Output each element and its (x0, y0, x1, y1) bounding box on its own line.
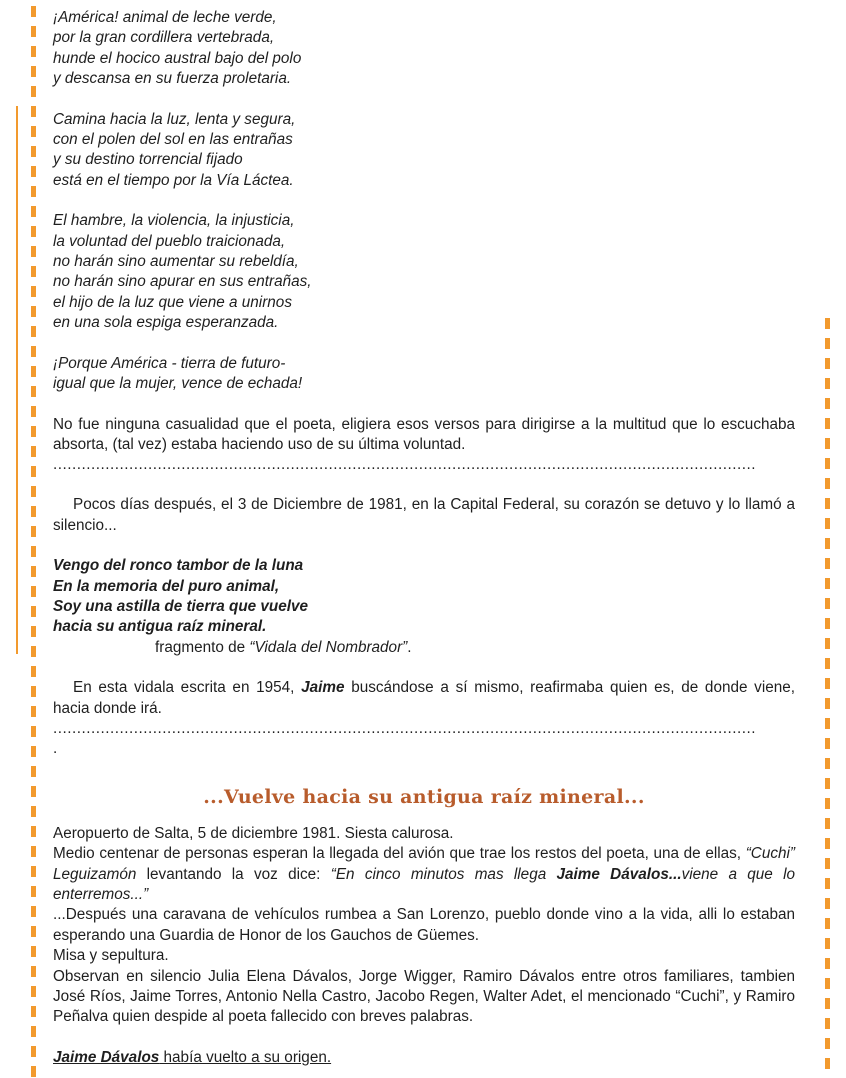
fragment-prefix: fragmento de (155, 638, 250, 656)
text: buscándose a sí mismo, reafirmaba quien es, de donde viene, hacia donde irá. (53, 679, 795, 717)
jaime-davalos-name: Jaime Dávalos... (556, 865, 682, 883)
verse: no harán sino apurar en sus entrañas, (53, 273, 312, 291)
verse: no harán sino aumentar su rebeldía, (53, 253, 299, 271)
poem-stanza-3 (53, 211, 795, 333)
section-heading: ...Vuelve hacia su antigua raíz mineral... (203, 786, 645, 809)
text: había vuelto a su origen. (159, 1048, 332, 1066)
verse: por la gran cordillera vertebrada, (53, 29, 275, 47)
verse: y descansa en su fuerza proletaria. (53, 70, 292, 88)
verse: En la memoria del puro animal, (53, 577, 280, 595)
verse: está en el tiempo por la Vía Láctea. (53, 171, 294, 189)
verse: ¡América! animal de leche verde, (53, 9, 277, 26)
verse: con el polen del sol en las entrañas (53, 131, 293, 149)
poem-stanza-4 (53, 354, 795, 395)
paragraph-pocos-dias: Pocos días después, el 3 de Diciembre de 1981, en la Capital Federal, su corazón se detuvo y lo llamó a silencio... (53, 496, 795, 534)
text: Medio centenar de personas esperan la llegada del avión que trae los restos del poeta, una de ellas, (53, 845, 746, 863)
verse: igual que la mujer, vence de echada! (53, 375, 303, 393)
quote-end: viene a que lo enterremos...” (53, 865, 796, 903)
verse: El hambre, la violencia, la injusticia, (53, 212, 295, 230)
fragment-title: “Vidala del Nombrador” (249, 638, 408, 656)
left-solid-border (16, 106, 18, 654)
paragraph-vidala-1954 (53, 678, 795, 719)
left-dashed-border (31, 6, 36, 1078)
fragment-credit (53, 638, 795, 658)
verse: Camina hacia la luz, lenta y segura, (53, 110, 296, 128)
verse: el hijo de la luz que viene a unirnos (53, 293, 292, 311)
story-line-1: Aeropuerto de Salta, 5 de diciembre 1981. Siesta calurosa. (53, 824, 454, 842)
verse: en una sola espiga esperanzada. (53, 314, 279, 332)
story-line-3: ...Después una caravana de vehículos rumbea a San Lorenzo, pueblo donde vino a la vida, alli lo estaban esperando una Guardia de Honor de los Gauchos de Güemes. (53, 906, 795, 944)
verse: Soy una astilla de tierra que vuelve (53, 597, 309, 615)
verse: hacia su antigua raíz mineral. (53, 618, 267, 636)
dotted-separator-tail: . (53, 739, 58, 757)
verse: hunde el hocico austral bajo del polo (53, 49, 302, 67)
story-block (53, 824, 795, 1068)
closing-line (53, 1048, 795, 1068)
story-line-4: Misa y sepultura. (53, 947, 169, 965)
poem-stanza-1 (53, 8, 795, 90)
page-content (53, 8, 795, 1068)
story-line-5: Observan en silencio Julia Elena Dávalos, Jorge Wigger, Ramiro Dávalos entre otros familiares, tambien José Ríos, Jaime Torres, Antonio Nella Castro, Jacobo Regen, Walter Adet, el mencionado “Cuchi”, y Ramiro Peñalva quien despide al poeta fallecido con breves palabras. (53, 967, 795, 1026)
name-jaime: Jaime (301, 679, 345, 697)
verse: ¡Porque América - tierra de futuro- (53, 354, 286, 372)
poem-stanza-2 (53, 110, 795, 192)
fragment-suffix: . (407, 638, 412, 656)
verse: la voluntad del pueblo traicionada, (53, 232, 286, 250)
dotted-separator: .................................................................................................................................................... (53, 456, 756, 474)
dotted-separator: .................................................................................................................................................... (53, 719, 756, 737)
story-line-2 (53, 844, 795, 905)
verse: Vengo del ronco tambor de la luna (53, 557, 304, 575)
vidala-stanza (53, 556, 795, 638)
paragraph-casualidad: No fue ninguna casualidad que el poeta, eligiera esos versos para dirigirse a la multitud que lo escuchaba absorta, (tal vez) estaba haciendo uso de su última voluntad. (53, 415, 795, 453)
quote-start: “En cinco minutos mas llega (330, 865, 557, 883)
text: levantando la voz dice: (136, 865, 331, 883)
cuchi-name: “Cuchi” Leguizamón (53, 845, 795, 883)
verse: y su destino torrencial fijado (53, 151, 243, 169)
jaime-davalos-final: Jaime Dávalos (53, 1048, 160, 1066)
right-dashed-border (825, 318, 830, 1078)
text: En esta vidala escrita en 1954, (73, 679, 302, 697)
